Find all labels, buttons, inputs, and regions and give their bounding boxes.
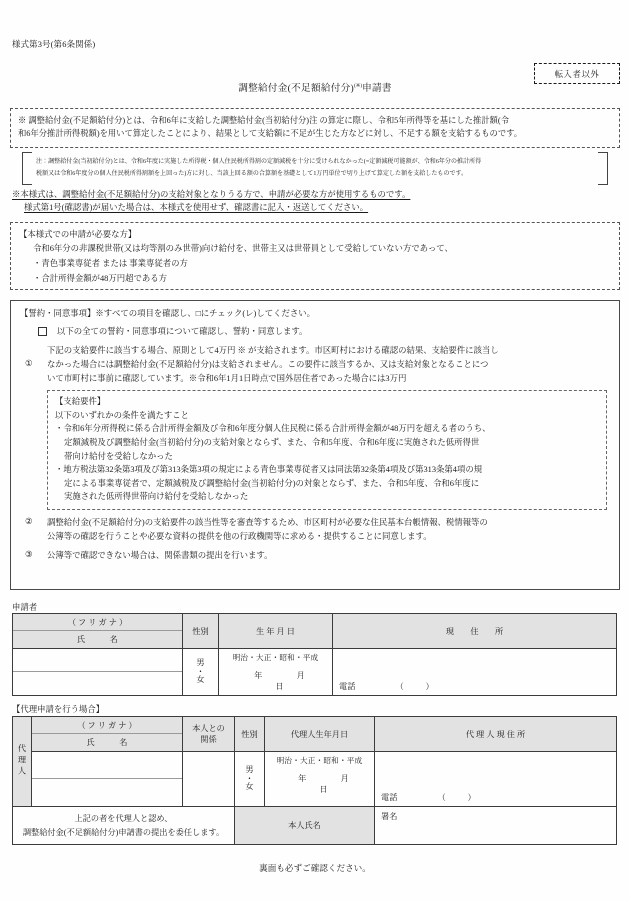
agent-dob-header: 代理人生年月日	[265, 717, 375, 752]
agent-side-label-cell	[13, 717, 32, 807]
applicant-address-input[interactable]	[333, 649, 617, 696]
requirement-2-line-2: 定による事業専従者で、定額減税及び調整給付金(当初給付分)の対象とならず、また、令和5年度、令和6年度に	[64, 478, 480, 488]
requirement-2-line-3: 実施された低所得世帯向け給付を受給しなかった	[64, 492, 249, 502]
agent-furigana-input[interactable]	[32, 752, 182, 779]
notice-box	[10, 108, 620, 148]
applicant-table	[12, 613, 617, 696]
pledge-item3-number: ③	[25, 550, 33, 560]
applicant-tel-label: 電話	[339, 682, 356, 691]
pledge-item2-number: ②	[25, 516, 33, 526]
agent-date-units: 年 月 日	[298, 774, 384, 794]
table-row	[13, 717, 617, 752]
requirements-heading: 【支給要件】	[55, 397, 106, 407]
usage-note-2: 様式第1号(確認書)が届いた場合は、本様式を使用せず、確認書に記入・返送してください。	[24, 203, 369, 213]
signature-label: 署名	[381, 812, 398, 821]
applicant-name-input-cell[interactable]	[13, 649, 183, 696]
agent-gender-choice[interactable]	[235, 752, 265, 807]
stamp-label: 転入者以外	[554, 69, 600, 79]
status-badge	[534, 63, 620, 84]
applicant-section-label: 申請者	[12, 603, 38, 612]
principal-signature-input[interactable]	[375, 807, 617, 845]
eligibility-bullet-1: ・青色事業専従者 または 事業専従者の方	[33, 258, 188, 268]
table-row	[13, 614, 617, 649]
pledge-consent-box	[10, 300, 620, 590]
applicant-name-header: 氏 名	[77, 635, 118, 644]
applicant-tel-paren-close: ）	[425, 682, 434, 691]
table-row	[13, 752, 617, 807]
principal-name-header: 本人氏名	[235, 807, 375, 845]
requirement-1-line-3: 帯向け給付を受給しなかった	[64, 451, 173, 461]
requirement-1-line-2: 定額減税及び調整給付金(当初給付分)の支給対象とならず、また、令和5年度、令和6年度に実施された低所得世	[64, 437, 480, 447]
eligibility-heading: 【本様式での申請が必要な方】	[19, 230, 137, 239]
usage-notes	[12, 188, 618, 215]
pledge-item3	[20, 549, 610, 563]
agent-dob-input[interactable]	[265, 752, 384, 807]
applicant-furigana-header: （ フ リ ガ ナ ）	[13, 614, 182, 631]
gender-male-option[interactable]: 男	[196, 658, 205, 668]
agent-tel-row[interactable]	[381, 792, 476, 803]
agent-address-input[interactable]	[375, 752, 617, 807]
applicant-dob-input[interactable]	[219, 649, 340, 696]
agent-name-header-cell	[32, 717, 183, 752]
title-superscript: (※)	[354, 82, 363, 89]
title-tail: 申請書	[362, 83, 392, 94]
applicant-era-options[interactable]: 明治・大正・昭和・平成	[232, 653, 319, 662]
agent-gender-female-option[interactable]: 女	[245, 782, 254, 792]
pledge-item3-body: 公簿等で確認できない場合は、関係書類の提出を行います。	[47, 551, 273, 561]
agent-furigana-header: （ フ リ ガ ナ ）	[32, 717, 182, 734]
agent-relation-header-line-2: 関係	[200, 735, 217, 744]
agent-relation-header	[183, 717, 235, 752]
footnote-box	[22, 152, 608, 185]
agent-tel-paren-open: （	[437, 793, 468, 802]
agent-tel-label: 電話	[381, 793, 398, 802]
footnote-line-2: 税額又は令和6年度分の個人住民税所得割額を上回った)方に対し、当該上回る額の合算額を基礎として1万円単位で切り上げて算定した額を支給したものです。	[36, 171, 468, 177]
agent-era-options[interactable]: 明治・大正・昭和・平成	[276, 756, 363, 765]
pledge-item2-line-1: 調整給付金(不足額給付分)の支給要件の該当性等を審査等するため、市区町村が必要な住民基本台帳情報、税情報等の	[47, 517, 488, 527]
pledge-item1	[20, 358, 610, 385]
gender-female-option[interactable]: 女	[196, 675, 205, 685]
agent-table	[12, 716, 617, 845]
applicant-address-header: 現 住 所	[333, 614, 617, 649]
notice-line-1: ※ 調整給付金(不足額給付分)とは、令和6年に支給した調整給付金(当初給付分)注 の算定に際し、令和5年所得等を基にした推計額(令	[18, 116, 509, 125]
agent-name-input[interactable]	[32, 779, 182, 806]
agent-gender-male-option[interactable]: 男	[245, 765, 254, 775]
agent-name-input-cell[interactable]	[32, 752, 183, 807]
applicant-tel-row[interactable]	[339, 681, 434, 692]
agent-address-header: 代 理 人 現 住 所	[375, 717, 617, 752]
requirements-lead: 以下のいずれかの条件を満たすこと	[55, 410, 189, 420]
pledge-item1-number: ①	[25, 359, 33, 369]
gender-separator: ・	[196, 666, 205, 676]
applicant-name-header-cell	[13, 614, 183, 649]
form-number: 様式第3号(第6条関係)	[12, 40, 96, 49]
table-row	[13, 807, 617, 845]
applicant-tel-paren-open: （	[395, 682, 426, 691]
pledge-item2	[20, 516, 610, 543]
eligibility-bullet-2: ・合計所得金額が48万円超である方	[33, 273, 167, 283]
agent-section-label: 【代理申請を行う場合】	[12, 705, 105, 714]
usage-note-1: ※本様式は、調整給付金(不足額給付分)の支給対象となりうる方で、申請が必要な方が使用するものです。	[12, 190, 411, 199]
applicant-gender-choice[interactable]	[183, 649, 219, 696]
pledge-heading: 【誓約・同意事項】※すべての項目を確認し、□にチェック(レ)してください。	[20, 309, 315, 318]
pledge-checkbox-label: 以下の全ての誓約・同意事項について確認し、誓約・同意します。	[57, 327, 308, 337]
title-main: 調整給付金(不足額給付分)	[238, 83, 355, 94]
table-row	[13, 649, 617, 696]
requirements-box	[47, 390, 607, 510]
agent-gender-header: 性別	[235, 717, 265, 752]
agent-relation-header-line-1: 本人との	[192, 724, 225, 733]
agent-name-header: 氏 名	[86, 738, 128, 747]
delegation-line-1: 上記の者を代理人と認め、	[74, 813, 173, 823]
pledge-item2-body	[47, 516, 610, 543]
pledge-item1-lead: 下記の支給要件に該当する場合、原則として4万円 ※ が支給されます。市区町村における確認の結果、支給要件に該当し	[47, 346, 499, 356]
agent-tel-paren-close: ）	[467, 793, 476, 802]
requirement-1-line-1: ・令和6年分所得税に係る合計所得金額及び令和6年度分個人住民税に係る合計所得金額が48万円を超える者のうち、	[55, 424, 491, 434]
delegation-statement	[13, 807, 235, 845]
footnote-line-1: 注：調整給付金(当初給付分)とは、令和6年度に実施した所得税・個人住民税所得割の定額減税を十分に受けられなかった(=定額減税可能額が、令和6年分の推計所得	[36, 159, 482, 165]
agent-side-label: 代理人	[17, 743, 27, 778]
notice-line-2: 和6年分推計所得税額)を用いて算定したことにより、結果として支給額に不足が生じた方などに対し、不足する額を支給するものです。	[18, 129, 523, 139]
footer-note: 裏面も必ずご確認ください。	[259, 863, 371, 873]
applicant-date-units: 年 月 日	[254, 671, 340, 691]
agent-gender-separator: ・	[245, 773, 254, 783]
agent-relation-input[interactable]	[183, 752, 235, 807]
requirement-2-line-1: ・地方税法第32条第3項及び第313条第3項の規定による青色事業専従者又は同法第32条第4項及び第313条第4項の規	[55, 465, 483, 475]
eligibility-lead: 令和6年分の非課税世帯(又は均等割のみ世帯)向け給付を、世帯主又は世帯員として受給していない方であって、	[33, 244, 453, 254]
pledge-checkbox-row[interactable]	[38, 325, 610, 337]
pledge-item1-line3: いて市町村に事前に確認しています。※令和6年1月1日時点で国外居住者であった場合には3万円	[47, 373, 407, 383]
delegation-line-2: 調整給付金(不足額給付分)申請書の提出を委任します。	[22, 827, 225, 837]
pledge-item1-line2: なかった場合には調整給付金(不足額給付分)は支給されません。この要件に該当するか、又は支給対象となることにつ	[47, 360, 489, 370]
applicant-dob-header: 生 年 月 日	[219, 614, 333, 649]
pledge-item2-line-2: 公簿等の確認を行うことや必要な資料の提供を他の行政機関等に求める・提供することに同意します。	[47, 531, 432, 541]
checkbox-icon[interactable]	[38, 327, 47, 336]
applicant-gender-header: 性別	[183, 614, 219, 649]
pledge-item1-body	[47, 358, 610, 385]
applicant-furigana-input[interactable]	[13, 649, 182, 672]
applicant-name-input[interactable]	[13, 672, 182, 695]
eligibility-box	[10, 222, 620, 290]
